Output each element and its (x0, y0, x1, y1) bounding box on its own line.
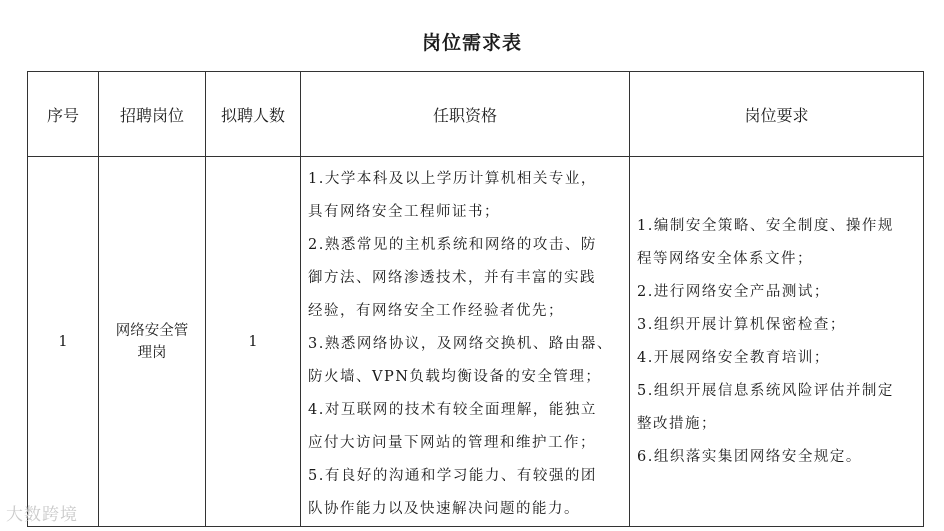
header-seq: 序号 (28, 72, 99, 157)
page-title: 岗位需求表 (421, 32, 522, 54)
qualification-line: 经验，有网络安全工作经验者优先； (308, 303, 564, 319)
table-row (28, 157, 924, 527)
header-count: 拟聘人数 (206, 72, 301, 157)
qualification-line: 2.熟悉常见的主机系统和网络的攻击、防 (308, 237, 597, 253)
requirement-line: 1.编制安全策略、安全制度、操作规 (637, 217, 894, 234)
qualification-line: 具有网络安全工程师证书； (308, 204, 500, 220)
header-qualifications: 任职资格 (301, 72, 630, 157)
watermark: 大数跨境 (6, 505, 78, 525)
requirement-line: 程等网络安全体系文件； (637, 250, 813, 267)
requirement-line: 3.组织开展计算机保密检查； (637, 316, 846, 333)
header-post: 招聘岗位 (99, 72, 206, 157)
table-header-row (28, 72, 924, 157)
qualification-line: 应付大访问量下网站的管理和维护工作； (308, 435, 596, 451)
position-requirements-table (27, 71, 924, 527)
qualification-line: 防火墙、VPN负载均衡设备的安全管理； (308, 369, 602, 385)
cell-qualifications (301, 157, 630, 527)
qualification-line: 5.有良好的沟通和学习能力、有较强的团 (308, 468, 597, 484)
qualification-line: 1.大学本科及以上学历计算机相关专业， (308, 171, 597, 187)
qualification-line: 队协作能力以及快速解决问题的能力。 (308, 501, 580, 517)
qualification-line: 4.对互联网的技术有较全面理解，能独立 (308, 402, 597, 418)
header-requirements: 岗位要求 (630, 72, 924, 157)
cell-post (99, 157, 206, 527)
qualification-line: 3.熟悉网络协议，及网络交换机、路由器、 (308, 336, 613, 352)
requirement-line: 整改措施； (637, 415, 717, 432)
requirement-line: 5.组织开展信息系统风险评估并制定 (637, 382, 894, 399)
requirement-line: 2.进行网络安全产品测试； (637, 283, 830, 300)
cell-count: 1 (206, 157, 301, 527)
requirement-line: 6.组织落实集团网络安全规定。 (637, 448, 862, 465)
cell-seq: 1 (28, 157, 99, 527)
post-line: 网络安全管 (115, 322, 189, 339)
post-line: 理岗 (137, 344, 167, 361)
requirement-line: 4.开展网络安全教育培训； (637, 349, 830, 366)
qualification-line: 御方法、网络渗透技术，并有丰富的实践 (308, 270, 596, 286)
cell-requirements (630, 157, 924, 527)
